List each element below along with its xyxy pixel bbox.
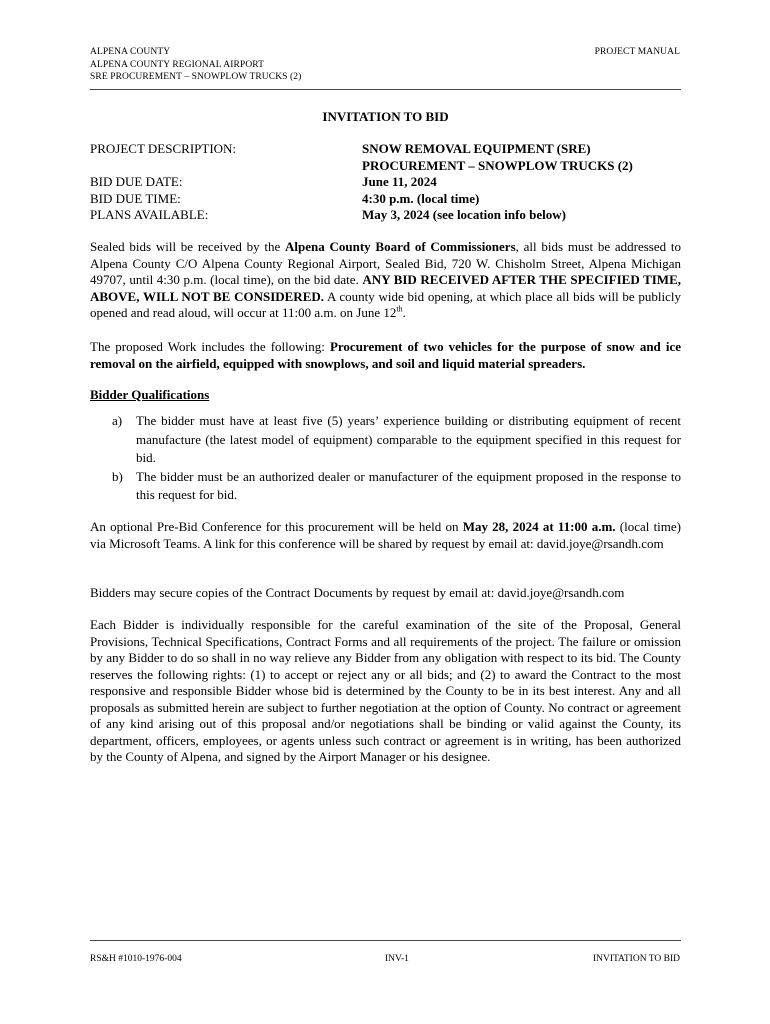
proposed-work-paragraph: The proposed Work includes the following: Procurement of two vehicles for the purpose of snow and ice removal on the airfield, equipped with snowplows, and soil and liquid material spreaders. xyxy=(90,339,681,371)
footer-page-number: INV-1 xyxy=(385,954,409,964)
footer-section-title: INVITATION TO BID xyxy=(592,954,680,964)
header-manual-label: PROJECT MANUAL xyxy=(594,47,680,57)
header-project: SRE PROCUREMENT – SNOWPLOW TRUCKS (2) xyxy=(90,72,302,82)
contract-documents-paragraph: Bidders may secure copies of the Contract Documents by request by email at: david.joye@rsandh.com xyxy=(90,585,625,600)
pre-bid-conference-paragraph: An optional Pre-Bid Conference for this procurement will be held on May 28, 2024 at 11:00 a.m. (local time) via Microsoft Teams. A link for this conference will be shared by request by email at: david.joye@rsandh.com xyxy=(90,519,681,551)
board-name: Alpena County Board of Commissioners xyxy=(285,239,516,254)
work-scope: Procurement of two vehicles for the purpose of snow and ice removal on the airfield, equipped with snowplows, and soil and liquid material spreaders. xyxy=(90,339,681,371)
page-title: INVITATION TO BID xyxy=(322,109,449,124)
list-item xyxy=(90,412,681,468)
bid-due-date-label: BID DUE DATE: xyxy=(90,174,183,189)
bidder-qualifications-heading: Bidder Qualifications xyxy=(90,387,210,402)
list-item-text: The bidder must have at least five (5) years’ experience building or distributing equipment of recent manufacture (the latest model of equipment) comparable to the equipment specified in this request for bid. xyxy=(136,413,681,465)
sealed-bids-paragraph: Sealed bids will be received by the Alpena County Board of Commissioners, all bids must be addressed to Alpena County C/O Alpena County Regional Airport, Sealed Bid, 720 W. Chisholm Street, Alpena Michigan 49707, until 4:30 p.m. (local time), on the bid date. ANY BID RECEIVED AFTER THE SPECIFIED TIME, ABOVE, WILL NOT BE CONSIDERED. A county wide bid opening, at which place all bids will be publicly opened and read aloud, will occur at 11:00 a.m. on June 12th. xyxy=(90,239,682,320)
bid-due-date-value: June 11, 2024 xyxy=(362,174,437,189)
project-description-value-line1: SNOW REMOVAL EQUIPMENT (SRE) xyxy=(362,141,591,156)
late-bid-warning: ANY BID RECEIVED AFTER THE SPECIFIED TIME, ABOVE, WILL NOT BE CONSIDERED. xyxy=(90,272,681,304)
list-item-text: The bidder must be an authorized dealer or manufacturer of the equipment proposed in the response to this request for bid. xyxy=(136,468,681,502)
bid-info-block xyxy=(90,141,681,224)
project-description-label: PROJECT DESCRIPTION: xyxy=(90,141,237,156)
plans-available-label: PLANS AVAILABLE: xyxy=(90,207,209,222)
bidder-responsibility-paragraph: Each Bidder is individually responsible for the careful examination of the site of the Proposal, General Provisions, Technical Specifications, Contract Forms and all requirements of the project. The failure or omission by any Bidder to do so shall in no way relieve any Bidder from any obligation with respect to its bid. The County reserves the following rights: (1) to accept or reject any or all bids; and (2) to award the Contract to the most responsive and responsible Bidder whose bid is determined by the County to be in its best interest. Any and all proposals as submitted herein are subject to further negotiation at the option of County. No contract or agreement of any kind arising out of this proposal and/or negotiations shall be binding or valid against the County, its department, officers, employees, or agents unless such contract or agreement is in writing, has been authorized by the County of Alpena, and signed by the Airport Manager or his designee. xyxy=(90,617,681,764)
header-airport: ALPENA COUNTY REGIONAL AIRPORT xyxy=(90,59,265,70)
page-header-left xyxy=(90,46,301,84)
footer-project-number: RS&H #1010-1976-004 xyxy=(90,954,182,964)
header-county: ALPENA COUNTY xyxy=(90,47,171,57)
conference-datetime: May 28, 2024 at 11:00 a.m. xyxy=(462,519,616,534)
bid-due-time-label: BID DUE TIME: xyxy=(90,190,181,206)
list-marker: b) xyxy=(112,468,123,484)
bidder-qualifications-list xyxy=(90,412,681,505)
list-item xyxy=(90,468,681,505)
project-description-value-line2: PROCUREMENT – SNOWPLOW TRUCKS (2) xyxy=(362,157,633,173)
plans-available-value: May 3, 2024 (see location info below) xyxy=(362,207,567,222)
list-marker: a) xyxy=(112,413,123,428)
header-divider xyxy=(90,89,681,90)
footer-divider xyxy=(90,940,681,941)
bid-due-time-value: 4:30 p.m. (local time) xyxy=(362,190,480,206)
